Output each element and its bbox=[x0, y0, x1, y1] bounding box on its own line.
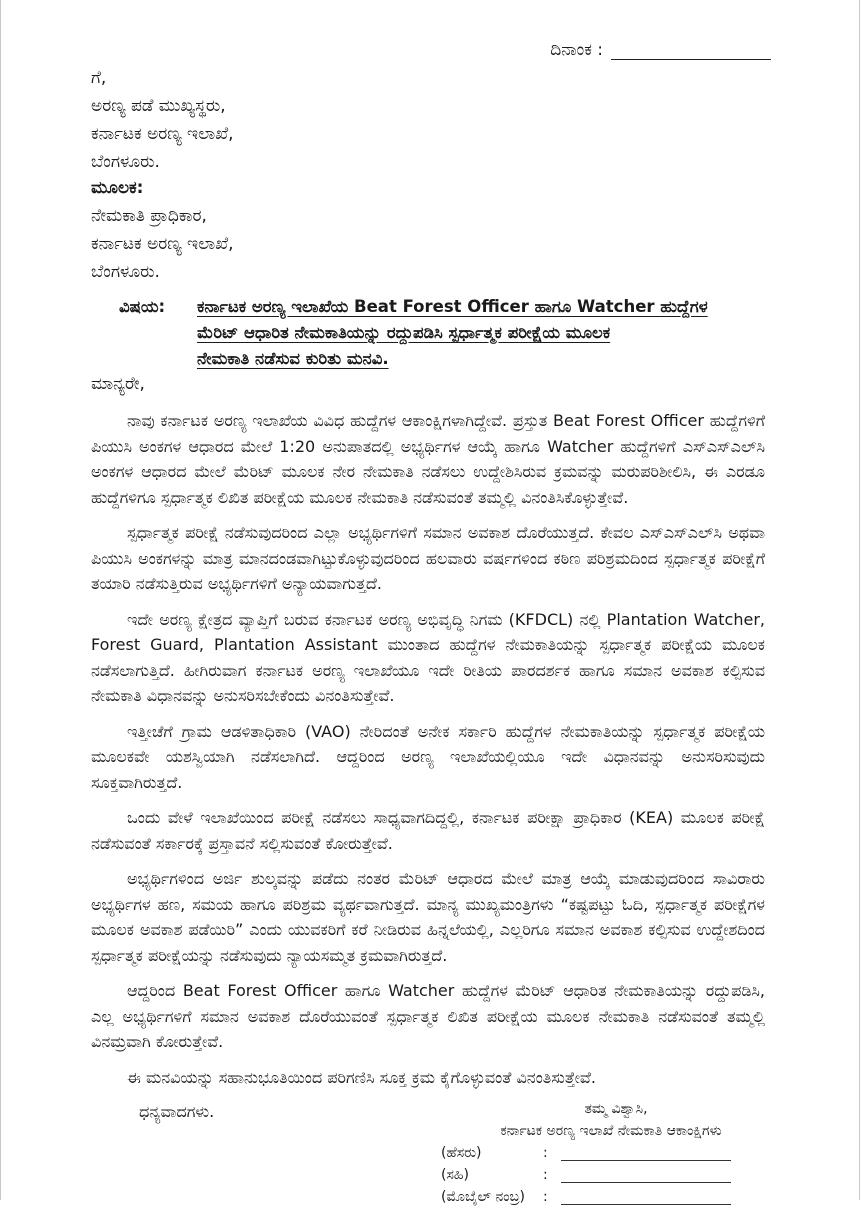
subject-block bbox=[119, 294, 769, 372]
body-paragraph: ನಾವು ಕರ್ನಾಟಕ ಅರಣ್ಯ ಇಲಾಖೆಯ ವಿವಿಧ ಹುದ್ದೆಗಳ ಆಕಾಂಕ್ಷಿಗಳಾಗಿದ್ದೇವೆ. ಪ್ರಸ್ತುತ Beat Forest Officer ಹುದ್ದೆಗಳಿಗೆ ಪಿಯುಸಿ ಅಂಕಗಳ ಆಧಾರದ ಮೇಲೆ 1:20 ಅನುಪಾತದಲ್ಲಿ ಅಭ್ಯರ್ಥಿಗಳ ಆಯ್ಕೆ ಹಾಗೂ Watcher ಹುದ್ದೆಗಳಿಗೆ ಎಸ್‌ಎಸ್‌ಎಲ್‌ಸಿ ಅಂಕಗಳ ಆಧಾರದ ಮೇಲೆ ಮೆರಿಟ್ ಮೂಲಕ ನೇರ ನೇಮಕಾತಿ ನಡೆಸಲು ಉದ್ದೇಶಿಸಿರುವ ಕ್ರಮವನ್ನು ಮರುಪರಿಶೀಲಿಸಿ, ಈ ಎರಡೂ ಹುದ್ದೆಗಳಿಗೂ ಸ್ಪರ್ಧಾತ್ಮಕ ಲಿಖಿತ ಪರೀಕ್ಷೆಯ ಮೂಲಕ ನೇಮಕಾತಿ ನಡೆಸುವಂತೆ ತಮ್ಮಲ್ಲಿ ವಿನಂತಿಸಿಕೊಳ್ಳುತ್ತೇವೆ. bbox=[91, 411, 765, 507]
mobile-field[interactable]: (ಮೊಬೈಲ್ ನಂಬ್ರ) : bbox=[441, 1186, 781, 1208]
date-row bbox=[550, 40, 771, 60]
body-paragraph: ಇತ್ತೀಚೆಗೆ ಗ್ರಾಮ ಆಡಳಿತಾಧಿಕಾರಿ (VAO) ನೇರಿದಂತೆ ಅನೇಕ ಸರ್ಕಾರಿ ಹುದ್ದೆಗಳ ನೇಮಕಾತಿಯನ್ನು ಸ್ಪರ್ಧಾತ್ಮಕ ಪರೀಕ್ಷೆಯ ಮೂಲಕವೇ ಯಶಸ್ವಿಯಾಗಿ ನಡೆಸಲಾಗಿದೆ. ಆದ್ದರಿಂದ ಅರಣ್ಯ ಇಲಾಖೆಯಲ್ಲಿಯೂ ಇದೇ ವಿಧಾನವನ್ನು ಅನುಸರಿಸುವುದು ಸೂಕ್ತವಾಗಿರುತ್ತದೆ. bbox=[91, 721, 765, 792]
signature-group: ಕರ್ನಾಟಕ ಅರಣ್ಯ ಇಲಾಖೆ ನೇಮಕಾತಿ ಆಕಾಂಕ್ಷಿಗಳು bbox=[500, 1123, 722, 1139]
via-line: ಬೆಂಗಳೂರು. bbox=[91, 262, 160, 282]
body-paragraph: ಒಂದು ವೇಳೆ ಇಲಾಖೆಯಿಂದ ಪರೀಕ್ಷೆ ನಡೆಸಲು ಸಾಧ್ಯವಾಗದಿದ್ದಲ್ಲಿ, ಕರ್ನಾಟಕ ಪರೀಕ್ಷಾ ಪ್ರಾಧಿಕಾರ (KEA) ಮೂಲಕ ಪರೀಕ್ಷೆ ನಡೆಸುವಂತೆ ಸರ್ಕಾರಕ್ಕೆ ಪ್ರಸ್ತಾವನೆ ಸಲ್ಲಿಸುವಂತೆ ಕೋರುತ್ತೇವೆ. bbox=[91, 808, 765, 853]
mobile-blank-line bbox=[561, 1190, 731, 1205]
field-label: (ಮೊಬೈಲ್ ನಂಬ್ರ) bbox=[441, 1189, 526, 1205]
recipient-address bbox=[91, 64, 234, 176]
body-paragraph: ಅಭ್ಯರ್ಥಿಗಳಿಂದ ಅರ್ಜಿ ಶುಲ್ಕವನ್ನು ಪಡೆದು ನಂತರ ಮೆರಿಟ್ ಆಧಾರದ ಮೇಲೆ ಮಾತ್ರ ಆಯ್ಕೆ ಮಾಡುವುದರಿಂದ ಸಾವಿರಾರು ಅಭ್ಯರ್ಥಿಗಳ ಹಣ, ಸಮಯ ಹಾಗೂ ಪರಿಶ್ರಮ ವ್ಯರ್ಥವಾಗುತ್ತದೆ. ಮಾನ್ಯ ಮುಖ್ಯಮಂತ್ರಿಗಳು “ಕಷ್ಟಪಟ್ಟು ಓದಿ, ಸ್ಪರ್ಧಾತ್ಮಕ ಪರೀಕ್ಷೆಗಳ ಮೂಲಕ ಅವಕಾಶ ಪಡೆಯಿರಿ” ಎಂದು ಯುವಕರಿಗೆ ಕರೆ ನೀಡಿರುವ ಹಿನ್ನಲೆಯಲ್ಲಿ, ಎಲ್ಲರಿಗೂ ಸಮಾನ ಅವಕಾಶ ಕಲ್ಪಿಸುವ ಉದ್ದೇಶದಿಂದ ಸ್ಪರ್ಧಾತ್ಮಕ ಪರೀಕ್ಷೆಯನ್ನು ನಡೆಸುವುದು ನ್ಯಾಯಸಮ್ಮತ ಕ್ರಮವಾಗಿರುತ್ತದೆ. bbox=[91, 869, 765, 965]
signature-line: ತಮ್ಮ ವಿಶ್ವಾಸಿ, bbox=[584, 1101, 648, 1117]
signature-block bbox=[441, 1098, 781, 1208]
salutation: ಮಾನ್ಯರೇ, bbox=[91, 374, 145, 394]
body-paragraph: ಸ್ಪರ್ಧಾತ್ಮಕ ಪರೀಕ್ಷೆ ನಡೆಸುವುದರಿಂದ ಎಲ್ಲಾ ಅಭ್ಯರ್ಥಿಗಳಿಗೆ ಸಮಾನ ಅವಕಾಶ ದೊರೆಯುತ್ತದೆ. ಕೇವಲ ಎಸ್‌ಎಸ್‌ಎಲ್‌ಸಿ ಅಥವಾ ಪಿಯುಸಿ ಅಂಕಗಳನ್ನು ಮಾತ್ರ ಮಾನದಂಡವಾಗಿಟ್ಟುಕೊಳ್ಳುವುದರಿಂದ ಹಲವಾರು ವರ್ಷಗಳಿಂದ ಕಠಿಣ ಪರಿಶ್ರಮದಿಂದ ಸ್ಪರ್ಧಾತ್ಮಕ ಪರೀಕ್ಷೆಗೆ ತಯಾರಿ ನಡೆಸುತ್ತಿರುವ ಅಭ್ಯರ್ಥಿಗಳಿಗೆ ಅನ್ಯಾಯವಾಗುತ್ತದೆ. bbox=[91, 523, 765, 593]
name-blank-line bbox=[561, 1146, 731, 1161]
signature-blank-line bbox=[561, 1168, 731, 1183]
subject-line: ಮೆರಿಟ್ ಆಧಾರಿತ ನೇಮಕಾತಿಯನ್ನು ರದ್ದುಪಡಿಸಿ ಸ್ಪರ್ಧಾತ್ಮಕ ಪರೀಕ್ಷೆಯ ಮೂಲಕ bbox=[197, 323, 611, 342]
letter-body bbox=[91, 408, 765, 1100]
recipient-line: ಬೆಂಗಳೂರು. bbox=[91, 152, 160, 172]
via-line: ನೇಮಕಾತಿ ಪ್ರಾಧಿಕಾರ, bbox=[91, 206, 207, 226]
recipient-head: ಗೆ, bbox=[91, 68, 107, 88]
via-line: ಕರ್ನಾಟಕ ಅರಣ್ಯ ಇಲಾಖೆ, bbox=[91, 234, 234, 254]
body-paragraph: ಇದೇ ಅರಣ್ಯ ಕ್ಷೇತ್ರದ ವ್ಯಾಪ್ತಿಗೆ ಬರುವ ಕರ್ನಾಟಕ ಅರಣ್ಯ ಅಭಿವೃದ್ಧಿ ನಿಗಮ (KFDCL) ನಲ್ಲಿ Plantation Watcher, Forest Guard, Plantation Assistant ಮುಂತಾದ ಹುದ್ದೆಗಳ ನೇಮಕಾತಿಯನ್ನು ಸ್ಪರ್ಧಾತ್ಮಕ ಪರೀಕ್ಷೆಯ ಮೂಲಕ ನಡೆಸಲಾಗುತ್ತಿದೆ. ಹೀಗಿರುವಾಗ ಕರ್ನಾಟಕ ಅರಣ್ಯ ಇಲಾಖೆಯೂ ಇದೇ ರೀತಿಯ ಪಾರದರ್ಶಕ ಹಾಗೂ ಸಮಾನ ಅವಕಾಶ ಕಲ್ಪಿಸುವ ನೇಮಕಾತಿ ವಿಧಾನವನ್ನು ಅನುಸರಿಸಬೇಕೆಂದು ವಿನಂತಿಸುತ್ತೇವೆ. bbox=[91, 609, 765, 705]
subject-line: ಕರ್ನಾಟಕ ಅರಣ್ಯ ಇಲಾಖೆಯ Beat Forest Officer ಹಾಗೂ Watcher ಹುದ್ದೆಗಳ bbox=[197, 297, 708, 316]
field-label: (ಹೆಸರು) bbox=[441, 1145, 482, 1161]
signature-field[interactable]: (ಸಹಿ) : bbox=[441, 1164, 781, 1186]
date-blank-line bbox=[611, 41, 771, 60]
subject-label: ವಿಷಯ: bbox=[119, 297, 166, 316]
via-address bbox=[91, 174, 234, 286]
body-paragraph: ಆದ್ದರಿಂದ Beat Forest Officer ಹಾಗೂ Watcher ಹುದ್ದೆಗಳ ಮೆರಿಟ್ ಆಧಾರಿತ ನೇಮಕಾತಿಯನ್ನು ರದ್ದುಪಡಿಸಿ, ಎಲ್ಲ ಅಭ್ಯರ್ಥಿಗಳಿಗೆ ಸಮಾನ ಅವಕಾಶ ದೊರೆಯುವಂತೆ ಸ್ಪರ್ಧಾತ್ಮಕ ಲಿಖಿತ ಪರೀಕ್ಷೆಯ ಮೂಲಕ ನೇಮಕಾತಿ ನಡೆಸುವಂತೆ ತಮ್ಮಲ್ಲಿ ವಿನಮ್ರವಾಗಿ ಕೋರುತ್ತೇವೆ. bbox=[91, 981, 765, 1051]
name-field[interactable]: (ಹೆಸರು) : bbox=[441, 1142, 781, 1164]
closing-thanks: ಧನ್ಯವಾದಗಳು. bbox=[139, 1102, 215, 1121]
recipient-line: ಅರಣ್ಯ ಪಡೆ ಮುಖ್ಯಸ್ಥರು, bbox=[91, 96, 226, 116]
body-paragraph: ಈ ಮನವಿಯನ್ನು ಸಹಾನುಭೂತಿಯಿಂದ ಪರಿಗಣಿಸಿ ಸೂಕ್ತ ಕ್ರಮ ಕೈಗೊಳ್ಳುವಂತೆ ವಿನಂತಿಸುತ್ತೇವೆ. bbox=[127, 1067, 596, 1087]
field-label: (ಸಹಿ) bbox=[441, 1167, 469, 1183]
via-head: ಮೂಲಕ: bbox=[91, 178, 144, 198]
recipient-line: ಕರ್ನಾಟಕ ಅರಣ್ಯ ಇಲಾಖೆ, bbox=[91, 124, 234, 144]
date-label: ದಿನಾಂಕ : bbox=[550, 40, 603, 60]
subject-line: ನೇಮಕಾತಿ ನಡೆಸುವ ಕುರಿತು ಮನವಿ. bbox=[197, 349, 389, 368]
